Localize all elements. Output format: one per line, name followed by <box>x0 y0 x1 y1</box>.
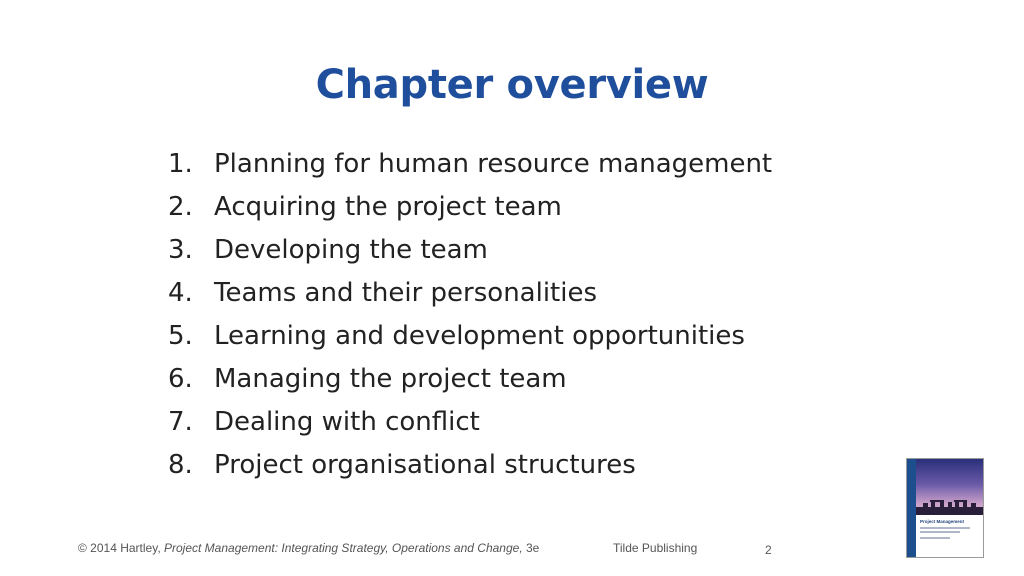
list-item-number: 4. <box>168 277 193 308</box>
list-item-text: Dealing with conflict <box>214 406 480 437</box>
chapter-list <box>168 142 888 486</box>
list-item <box>168 271 888 314</box>
list-item-number: 8. <box>168 449 193 480</box>
cover-ground <box>916 507 983 515</box>
cover-subtitle-line <box>920 527 970 529</box>
book-cover-image <box>906 458 984 558</box>
cover-spine <box>907 459 916 557</box>
list-item-number: 2. <box>168 191 193 222</box>
list-item-number: 3. <box>168 234 193 265</box>
list-item-number: 6. <box>168 363 193 394</box>
cover-subtitle-line <box>920 531 960 533</box>
list-item <box>168 357 888 400</box>
footer-publisher: Tilde Publishing <box>613 541 698 555</box>
list-item-number: 5. <box>168 320 193 351</box>
list-item <box>168 228 888 271</box>
list-item-number: 7. <box>168 406 193 437</box>
footer-citation <box>78 541 539 555</box>
list-item-text: Project organisational structures <box>214 449 636 480</box>
list-item-text: Managing the project team <box>214 363 567 394</box>
list-item-number: 1. <box>168 148 193 179</box>
list-item <box>168 400 888 443</box>
slide-title: Chapter overview <box>315 62 709 108</box>
footer-copyright: © 2014 Hartley, <box>78 541 164 555</box>
footer-book-title: Project Management: Integrating Strategy, Operations and Change, <box>164 541 523 555</box>
list-item <box>168 185 888 228</box>
list-item-text: Planning for human resource management <box>214 148 773 179</box>
list-item <box>168 314 888 357</box>
cover-title: Project Management <box>920 519 965 524</box>
list-item-text: Learning and development opportunities <box>214 320 745 351</box>
list-item-text: Acquiring the project team <box>214 191 562 222</box>
page-number: 2 <box>765 543 772 557</box>
list-item-text: Teams and their personalities <box>214 277 598 308</box>
list-item <box>168 443 888 486</box>
list-item-text: Developing the team <box>214 234 488 265</box>
footer-edition: 3e <box>522 541 540 555</box>
list-item <box>168 142 888 185</box>
cover-author-line <box>920 537 950 539</box>
